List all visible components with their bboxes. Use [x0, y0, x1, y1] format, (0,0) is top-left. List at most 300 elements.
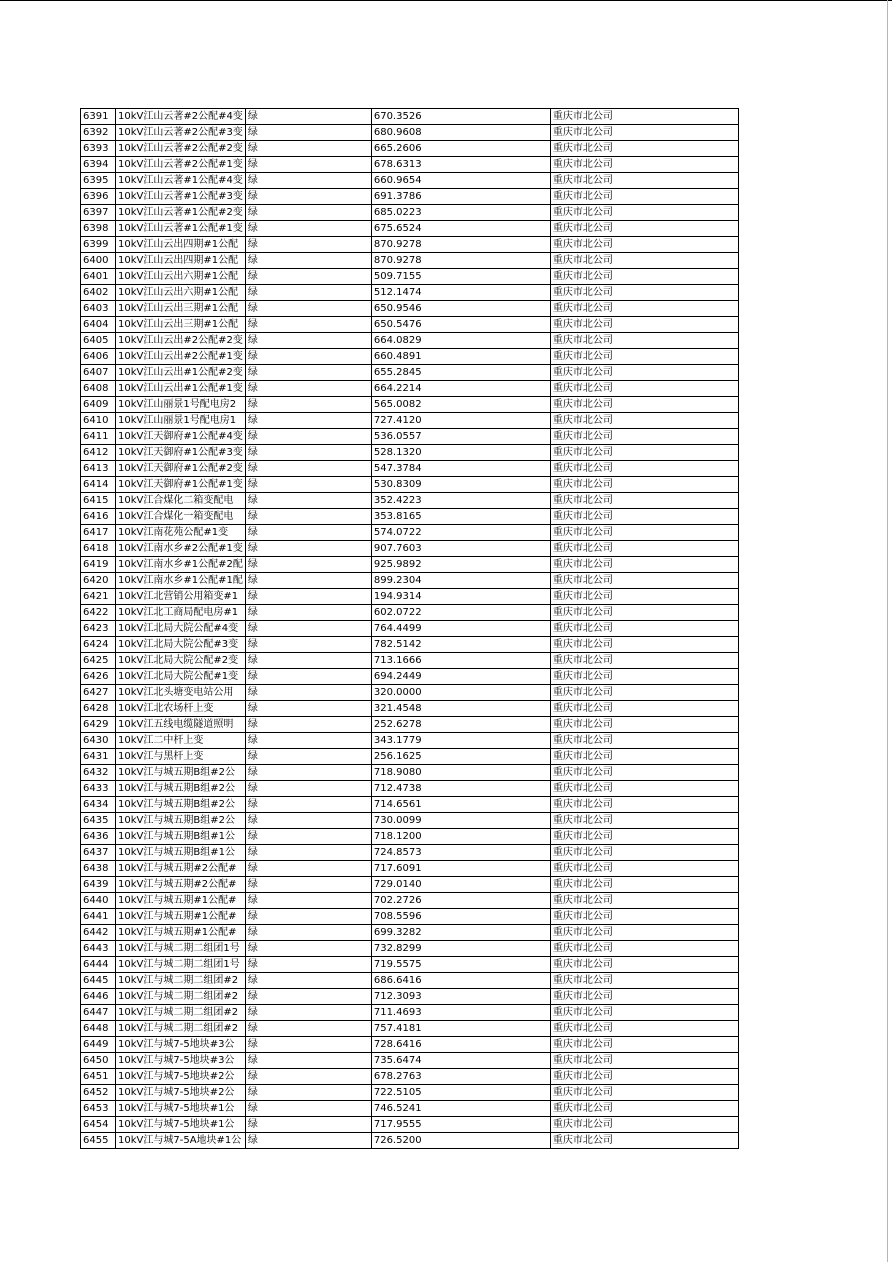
device-name-cell: 10kV江山云出四期#1公配: [116, 253, 246, 269]
status-cell: 绿: [245, 653, 371, 669]
device-name-cell: 10kV江与城五期#1公配#: [116, 925, 246, 941]
company-cell: 重庆市北公司: [550, 845, 738, 861]
device-name-cell: 10kV江与城7-5地块#2公: [116, 1069, 246, 1085]
table-row: [81, 397, 739, 413]
table-row: [81, 1117, 739, 1133]
device-name-cell: 10kV江南水乡#1公配#2配: [116, 557, 246, 573]
row-id-cell: 6416: [81, 509, 116, 525]
row-id-cell: 6430: [81, 733, 116, 749]
status-cell: 绿: [245, 989, 371, 1005]
device-name-cell: 10kV江山云著#1公配#1变: [116, 221, 246, 237]
company-cell: 重庆市北公司: [550, 669, 738, 685]
company-cell: 重庆市北公司: [550, 637, 738, 653]
table-row: [81, 1037, 739, 1053]
device-name-cell: 10kV江山云著#2公配#3变: [116, 125, 246, 141]
status-cell: 绿: [245, 925, 371, 941]
device-name-cell: 10kV江五线电缆隧道照明: [116, 717, 246, 733]
row-id-cell: 6392: [81, 125, 116, 141]
status-cell: 绿: [245, 141, 371, 157]
value-cell: 660.4891: [371, 349, 550, 365]
device-name-cell: 10kV江与城7-5地块#3公: [116, 1053, 246, 1069]
company-cell: 重庆市北公司: [550, 285, 738, 301]
status-cell: 绿: [245, 765, 371, 781]
company-cell: 重庆市北公司: [550, 941, 738, 957]
company-cell: 重庆市北公司: [550, 957, 738, 973]
value-cell: 735.6474: [371, 1053, 550, 1069]
row-id-cell: 6439: [81, 877, 116, 893]
device-name-cell: 10kV江与城7-5地块#1公: [116, 1101, 246, 1117]
status-cell: 绿: [245, 1037, 371, 1053]
table-row: [81, 541, 739, 557]
device-name-cell: 10kV江与城二期二组团#2: [116, 1021, 246, 1037]
status-cell: 绿: [245, 157, 371, 173]
row-id-cell: 6450: [81, 1053, 116, 1069]
company-cell: 重庆市北公司: [550, 445, 738, 461]
company-cell: 重庆市北公司: [550, 989, 738, 1005]
status-cell: 绿: [245, 109, 371, 125]
company-cell: 重庆市北公司: [550, 925, 738, 941]
device-name-cell: 10kV江北农场杆上变: [116, 701, 246, 717]
value-cell: 730.0099: [371, 813, 550, 829]
device-name-cell: 10kV江与城二期二组团1号: [116, 957, 246, 973]
table-row: [81, 413, 739, 429]
value-cell: 660.9654: [371, 173, 550, 189]
value-cell: 708.5596: [371, 909, 550, 925]
device-name-cell: 10kV江山云著#1公配#3变: [116, 189, 246, 205]
company-cell: 重庆市北公司: [550, 1133, 738, 1149]
table-row: [81, 493, 739, 509]
device-name-cell: 10kV江与黑杆上变: [116, 749, 246, 765]
row-id-cell: 6394: [81, 157, 116, 173]
table-row: [81, 669, 739, 685]
value-cell: 764.4499: [371, 621, 550, 637]
table-row: [81, 829, 739, 845]
row-id-cell: 6433: [81, 781, 116, 797]
company-cell: 重庆市北公司: [550, 1037, 738, 1053]
row-id-cell: 6442: [81, 925, 116, 941]
company-cell: 重庆市北公司: [550, 621, 738, 637]
table-row: [81, 429, 739, 445]
company-cell: 重庆市北公司: [550, 557, 738, 573]
row-id-cell: 6454: [81, 1117, 116, 1133]
value-cell: 650.9546: [371, 301, 550, 317]
table-row: [81, 733, 739, 749]
device-name-cell: 10kV江与城五期#1公配#: [116, 893, 246, 909]
device-name-cell: 10kV江北局大院公配#1变: [116, 669, 246, 685]
table-row: [81, 189, 739, 205]
status-cell: 绿: [245, 173, 371, 189]
table-row: [81, 909, 739, 925]
row-id-cell: 6449: [81, 1037, 116, 1053]
status-cell: 绿: [245, 669, 371, 685]
table-row: [81, 525, 739, 541]
status-cell: 绿: [245, 269, 371, 285]
company-cell: 重庆市北公司: [550, 733, 738, 749]
row-id-cell: 6427: [81, 685, 116, 701]
row-id-cell: 6407: [81, 365, 116, 381]
device-name-cell: 10kV江山云出三期#1公配: [116, 301, 246, 317]
status-cell: 绿: [245, 685, 371, 701]
value-cell: 925.9892: [371, 557, 550, 573]
status-cell: 绿: [245, 285, 371, 301]
table-row: [81, 749, 739, 765]
row-id-cell: 6432: [81, 765, 116, 781]
row-id-cell: 6420: [81, 573, 116, 589]
company-cell: 重庆市北公司: [550, 1053, 738, 1069]
company-cell: 重庆市北公司: [550, 813, 738, 829]
table-row: [81, 1069, 739, 1085]
status-cell: 绿: [245, 573, 371, 589]
device-name-cell: 10kV江山云著#2公配#4变: [116, 109, 246, 125]
device-name-cell: 10kV江南水乡#2公配#1变: [116, 541, 246, 557]
row-id-cell: 6431: [81, 749, 116, 765]
row-id-cell: 6412: [81, 445, 116, 461]
company-cell: 重庆市北公司: [550, 301, 738, 317]
table-row: [81, 125, 739, 141]
row-id-cell: 6413: [81, 461, 116, 477]
status-cell: 绿: [245, 493, 371, 509]
value-cell: 727.4120: [371, 413, 550, 429]
table-row: [81, 349, 739, 365]
value-cell: 719.5575: [371, 957, 550, 973]
table-row: [81, 333, 739, 349]
status-cell: 绿: [245, 445, 371, 461]
status-cell: 绿: [245, 509, 371, 525]
status-cell: 绿: [245, 813, 371, 829]
device-name-cell: 10kV江与城7-5地块#3公: [116, 1037, 246, 1053]
device-name-cell: 10kV江天御府#1公配#4变: [116, 429, 246, 445]
status-cell: 绿: [245, 861, 371, 877]
row-id-cell: 6395: [81, 173, 116, 189]
row-id-cell: 6448: [81, 1021, 116, 1037]
status-cell: 绿: [245, 189, 371, 205]
value-cell: 726.5200: [371, 1133, 550, 1149]
row-id-cell: 6402: [81, 285, 116, 301]
status-cell: 绿: [245, 1053, 371, 1069]
device-name-cell: 10kV江北局大院公配#2变: [116, 653, 246, 669]
status-cell: 绿: [245, 749, 371, 765]
row-id-cell: 6414: [81, 477, 116, 493]
value-cell: 664.2214: [371, 381, 550, 397]
table-row: [81, 685, 739, 701]
status-cell: 绿: [245, 733, 371, 749]
row-id-cell: 6446: [81, 989, 116, 1005]
row-id-cell: 6429: [81, 717, 116, 733]
table-row: [81, 461, 739, 477]
status-cell: 绿: [245, 429, 371, 445]
value-cell: 530.8309: [371, 477, 550, 493]
row-id-cell: 6405: [81, 333, 116, 349]
value-cell: 729.0140: [371, 877, 550, 893]
status-cell: 绿: [245, 605, 371, 621]
status-cell: 绿: [245, 557, 371, 573]
value-cell: 547.3784: [371, 461, 550, 477]
row-id-cell: 6435: [81, 813, 116, 829]
status-cell: 绿: [245, 221, 371, 237]
device-name-cell: 10kV江与城二期二组团#2: [116, 1005, 246, 1021]
row-id-cell: 6422: [81, 605, 116, 621]
device-name-cell: 10kV江山丽景1号配电房2: [116, 397, 246, 413]
value-cell: 655.2845: [371, 365, 550, 381]
value-cell: 711.4693: [371, 1005, 550, 1021]
company-cell: 重庆市北公司: [550, 749, 738, 765]
value-cell: 907.7603: [371, 541, 550, 557]
table-row: [81, 557, 739, 573]
value-cell: 718.9080: [371, 765, 550, 781]
row-id-cell: 6411: [81, 429, 116, 445]
table-row: [81, 1021, 739, 1037]
status-cell: 绿: [245, 381, 371, 397]
company-cell: 重庆市北公司: [550, 797, 738, 813]
value-cell: 353.8165: [371, 509, 550, 525]
row-id-cell: 6434: [81, 797, 116, 813]
row-id-cell: 6436: [81, 829, 116, 845]
device-name-cell: 10kV江山云著#1公配#4变: [116, 173, 246, 189]
value-cell: 528.1320: [371, 445, 550, 461]
status-cell: 绿: [245, 349, 371, 365]
company-cell: 重庆市北公司: [550, 877, 738, 893]
row-id-cell: 6391: [81, 109, 116, 125]
row-id-cell: 6438: [81, 861, 116, 877]
company-cell: 重庆市北公司: [550, 205, 738, 221]
row-id-cell: 6398: [81, 221, 116, 237]
device-name-cell: 10kV江北局大院公配#4变: [116, 621, 246, 637]
status-cell: 绿: [245, 845, 371, 861]
table-row: [81, 973, 739, 989]
table-row: [81, 861, 739, 877]
status-cell: 绿: [245, 477, 371, 493]
table-row: [81, 941, 739, 957]
row-id-cell: 6447: [81, 1005, 116, 1021]
row-id-cell: 6441: [81, 909, 116, 925]
status-cell: 绿: [245, 877, 371, 893]
row-id-cell: 6408: [81, 381, 116, 397]
row-id-cell: 6393: [81, 141, 116, 157]
row-id-cell: 6453: [81, 1101, 116, 1117]
value-cell: 782.5142: [371, 637, 550, 653]
value-cell: 724.8573: [371, 845, 550, 861]
status-cell: 绿: [245, 1069, 371, 1085]
value-cell: 343.1779: [371, 733, 550, 749]
value-cell: 717.6091: [371, 861, 550, 877]
device-name-cell: 10kV江山云出#2公配#1变: [116, 349, 246, 365]
company-cell: 重庆市北公司: [550, 589, 738, 605]
table-row: [81, 509, 739, 525]
value-cell: 694.2449: [371, 669, 550, 685]
table-row: [81, 1101, 739, 1117]
company-cell: 重庆市北公司: [550, 253, 738, 269]
row-id-cell: 6423: [81, 621, 116, 637]
table-row: [81, 653, 739, 669]
company-cell: 重庆市北公司: [550, 173, 738, 189]
table-row: [81, 317, 739, 333]
device-name-cell: 10kV江山云出#1公配#2变: [116, 365, 246, 381]
company-cell: 重庆市北公司: [550, 125, 738, 141]
device-name-cell: 10kV江与城二期二组团1号: [116, 941, 246, 957]
device-name-cell: 10kV江与城五期B组#2公: [116, 813, 246, 829]
row-id-cell: 6396: [81, 189, 116, 205]
table-row: [81, 173, 739, 189]
value-cell: 574.0722: [371, 525, 550, 541]
company-cell: 重庆市北公司: [550, 477, 738, 493]
status-cell: 绿: [245, 957, 371, 973]
row-id-cell: 6443: [81, 941, 116, 957]
device-name-cell: 10kV江山云著#2公配#1变: [116, 157, 246, 173]
value-cell: 717.9555: [371, 1117, 550, 1133]
device-name-cell: 10kV江山云出四期#1公配: [116, 237, 246, 253]
device-name-cell: 10kV江北工商局配电房#1: [116, 605, 246, 621]
row-id-cell: 6424: [81, 637, 116, 653]
company-cell: 重庆市北公司: [550, 429, 738, 445]
value-cell: 678.2763: [371, 1069, 550, 1085]
row-id-cell: 6409: [81, 397, 116, 413]
device-name-cell: 10kV江山云出三期#1公配: [116, 317, 246, 333]
status-cell: 绿: [245, 621, 371, 637]
device-name-cell: 10kV江与城二期二组团#2: [116, 989, 246, 1005]
value-cell: 665.2606: [371, 141, 550, 157]
page-right-border: [887, 0, 888, 1262]
value-cell: 899.2304: [371, 573, 550, 589]
status-cell: 绿: [245, 1117, 371, 1133]
company-cell: 重庆市北公司: [550, 973, 738, 989]
value-cell: 714.6561: [371, 797, 550, 813]
table-row: [81, 445, 739, 461]
company-cell: 重庆市北公司: [550, 717, 738, 733]
device-name-cell: 10kV江与城五期B组#2公: [116, 797, 246, 813]
row-id-cell: 6440: [81, 893, 116, 909]
value-cell: 675.6524: [371, 221, 550, 237]
device-name-cell: 10kV江山云著#1公配#2变: [116, 205, 246, 221]
row-id-cell: 6437: [81, 845, 116, 861]
company-cell: 重庆市北公司: [550, 1005, 738, 1021]
table-row: [81, 301, 739, 317]
row-id-cell: 6403: [81, 301, 116, 317]
status-cell: 绿: [245, 717, 371, 733]
row-id-cell: 6404: [81, 317, 116, 333]
value-cell: 650.5476: [371, 317, 550, 333]
company-cell: 重庆市北公司: [550, 109, 738, 125]
row-id-cell: 6399: [81, 237, 116, 253]
table-row: [81, 381, 739, 397]
status-cell: 绿: [245, 461, 371, 477]
status-cell: 绿: [245, 941, 371, 957]
status-cell: 绿: [245, 1133, 371, 1149]
company-cell: 重庆市北公司: [550, 493, 738, 509]
device-name-cell: 10kV江北局大院公配#3变: [116, 637, 246, 653]
device-name-cell: 10kV江与城五期#1公配#: [116, 909, 246, 925]
row-id-cell: 6455: [81, 1133, 116, 1149]
status-cell: 绿: [245, 829, 371, 845]
value-cell: 194.9314: [371, 589, 550, 605]
status-cell: 绿: [245, 253, 371, 269]
device-name-cell: 10kV江南花苑公配#1变: [116, 525, 246, 541]
value-cell: 670.3526: [371, 109, 550, 125]
row-id-cell: 6400: [81, 253, 116, 269]
table-row: [81, 989, 739, 1005]
page-top-border: [0, 0, 892, 1]
table-row: [81, 253, 739, 269]
device-name-cell: 10kV江与城二期二组团#2: [116, 973, 246, 989]
value-cell: 565.0082: [371, 397, 550, 413]
device-name-cell: 10kV江合煤化一箱变配电: [116, 509, 246, 525]
company-cell: 重庆市北公司: [550, 525, 738, 541]
table-row: [81, 1133, 739, 1149]
status-cell: 绿: [245, 973, 371, 989]
status-cell: 绿: [245, 397, 371, 413]
status-cell: 绿: [245, 125, 371, 141]
device-name-cell: 10kV江二中杆上变: [116, 733, 246, 749]
status-cell: 绿: [245, 1101, 371, 1117]
status-cell: 绿: [245, 205, 371, 221]
status-cell: 绿: [245, 1021, 371, 1037]
status-cell: 绿: [245, 1085, 371, 1101]
status-cell: 绿: [245, 637, 371, 653]
company-cell: 重庆市北公司: [550, 1085, 738, 1101]
status-cell: 绿: [245, 541, 371, 557]
row-id-cell: 6428: [81, 701, 116, 717]
value-cell: 602.0722: [371, 605, 550, 621]
value-cell: 252.6278: [371, 717, 550, 733]
row-id-cell: 6445: [81, 973, 116, 989]
value-cell: 732.8299: [371, 941, 550, 957]
table-row: [81, 237, 739, 253]
company-cell: 重庆市北公司: [550, 317, 738, 333]
company-cell: 重庆市北公司: [550, 829, 738, 845]
status-cell: 绿: [245, 781, 371, 797]
company-cell: 重庆市北公司: [550, 701, 738, 717]
table-row: [81, 221, 739, 237]
device-name-cell: 10kV江与城7-5A地块#1公: [116, 1133, 246, 1149]
status-cell: 绿: [245, 1005, 371, 1021]
status-cell: 绿: [245, 317, 371, 333]
data-table: [80, 108, 739, 1149]
table-body: [81, 109, 739, 1149]
table-row: [81, 605, 739, 621]
table-row: [81, 141, 739, 157]
company-cell: 重庆市北公司: [550, 765, 738, 781]
value-cell: 256.1625: [371, 749, 550, 765]
device-name-cell: 10kV江与城五期#2公配#: [116, 861, 246, 877]
company-cell: 重庆市北公司: [550, 909, 738, 925]
value-cell: 691.3786: [371, 189, 550, 205]
device-name-cell: 10kV江与城五期B组#2公: [116, 765, 246, 781]
row-id-cell: 6419: [81, 557, 116, 573]
table-row: [81, 797, 739, 813]
value-cell: 713.1666: [371, 653, 550, 669]
table-row: [81, 477, 739, 493]
value-cell: 746.5241: [371, 1101, 550, 1117]
device-name-cell: 10kV江山云出六期#1公配: [116, 269, 246, 285]
device-name-cell: 10kV江合煤化二箱变配电: [116, 493, 246, 509]
device-name-cell: 10kV江北头塘变电站公用: [116, 685, 246, 701]
table-row: [81, 765, 739, 781]
table-row: [81, 701, 739, 717]
company-cell: 重庆市北公司: [550, 893, 738, 909]
status-cell: 绿: [245, 797, 371, 813]
device-name-cell: 10kV江山云著#2公配#2变: [116, 141, 246, 157]
table-row: [81, 1053, 739, 1069]
company-cell: 重庆市北公司: [550, 605, 738, 621]
row-id-cell: 6451: [81, 1069, 116, 1085]
value-cell: 728.6416: [371, 1037, 550, 1053]
row-id-cell: 6425: [81, 653, 116, 669]
company-cell: 重庆市北公司: [550, 333, 738, 349]
table-row: [81, 813, 739, 829]
row-id-cell: 6397: [81, 205, 116, 221]
status-cell: 绿: [245, 701, 371, 717]
value-cell: 321.4548: [371, 701, 550, 717]
status-cell: 绿: [245, 525, 371, 541]
